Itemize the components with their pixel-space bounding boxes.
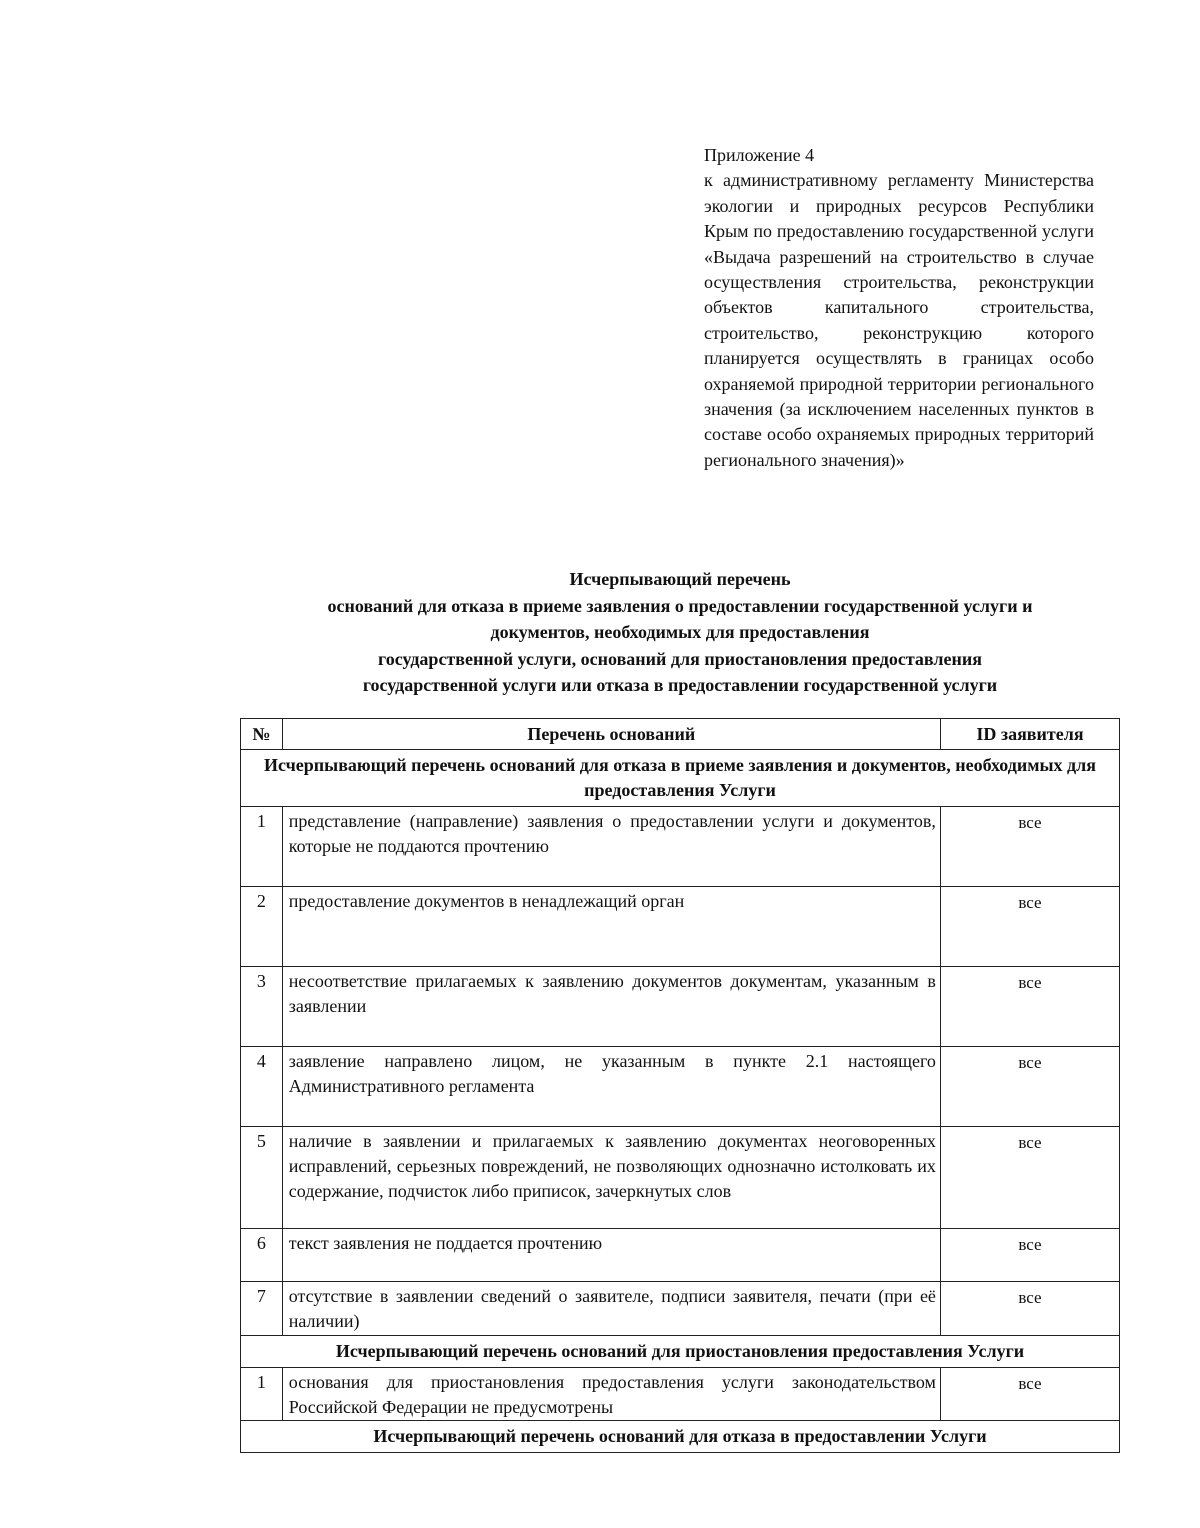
heading-line-2: оснований для отказа в приеме заявления о предоставлении государственной услуги и	[327, 595, 1033, 616]
header-applicant-id: ID заявителя	[940, 719, 1119, 750]
row-text: несоответствие прилагаемых к заявлению документов документам, указанным в заявлении	[282, 967, 940, 1047]
table-row	[241, 1127, 1120, 1229]
section-row	[241, 1421, 1120, 1453]
row-applicant-id: все	[940, 887, 1119, 967]
table-row	[241, 807, 1120, 887]
row-number: 5	[241, 1127, 283, 1229]
row-number: 3	[241, 967, 283, 1047]
appendix-block	[704, 143, 1094, 473]
row-text: текст заявления не поддается прочтению	[282, 1229, 940, 1282]
heading-line-1: Исчерпывающий перечень	[569, 569, 791, 589]
heading-line-4: государственной услуги, оснований для приостановления предоставления	[377, 648, 982, 669]
section-title-reception-refusal: Исчерпывающий перечень оснований для отказа в приеме заявления и документов, необходимых для предоставления Услуги	[241, 750, 1120, 807]
row-applicant-id: все	[940, 1047, 1119, 1127]
row-text: основания для приостановления предоставления услуги законодательством Российской Федерации не предусмотрены	[282, 1368, 940, 1421]
grounds-table	[240, 718, 1120, 1453]
row-applicant-id: все	[940, 967, 1119, 1047]
row-number: 2	[241, 887, 283, 967]
row-number: 1	[241, 1368, 283, 1421]
row-text: представление (направление) заявления о предоставлении услуги и документов, которые не поддаются прочтению	[282, 807, 940, 887]
section-row	[241, 1336, 1120, 1368]
row-applicant-id: все	[940, 1229, 1119, 1282]
table-row	[241, 1282, 1120, 1336]
row-applicant-id: все	[940, 1368, 1119, 1421]
section-title-suspension: Исчерпывающий перечень оснований для приостановления предоставления Услуги	[241, 1336, 1120, 1368]
row-text: предоставление документов в ненадлежащий орган	[282, 887, 940, 967]
row-number: 1	[241, 807, 283, 887]
heading-line-5: государственной услуги или отказа в предоставлении государственной услуги	[362, 675, 998, 695]
section-row	[241, 750, 1120, 807]
heading-line-3: документов, необходимых для предоставления	[490, 622, 870, 642]
row-text: отсутствие в заявлении сведений о заявителе, подписи заявителя, печати (при её наличии)	[282, 1282, 940, 1336]
row-number: 6	[241, 1229, 283, 1282]
table-row	[241, 1047, 1120, 1127]
table-row	[241, 967, 1120, 1047]
table-row	[241, 1368, 1120, 1421]
row-number: 7	[241, 1282, 283, 1336]
appendix-text: к административному регламенту Министерства экологии и природных ресурсов Республики Крым по предоставлению государственной услуги «Выдача разрешений на строительство в случае осуществления строительства, реконструкции объектов капитального строительства, строительство, реконструкцию которого планируется осуществлять в границах особо охраняемой природной территории регионального значения (за исключением населенных пунктов в составе особо охраняемых природных территорий регионального значения)»	[704, 170, 1094, 470]
table-header-row	[241, 719, 1120, 750]
row-text: наличие в заявлении и прилагаемых к заявлению документах неоговоренных исправлений, серьезных повреждений, не позволяющих однозначно истолковать их содержание, подчисток либо приписок, зачеркнутых слов	[282, 1127, 940, 1229]
section-title-service-refusal: Исчерпывающий перечень оснований для отказа в предоставлении Услуги	[241, 1421, 1120, 1453]
row-number: 4	[241, 1047, 283, 1127]
table-row	[241, 887, 1120, 967]
header-num: №	[241, 719, 283, 750]
row-applicant-id: все	[940, 807, 1119, 887]
appendix-title: Приложение 4	[704, 145, 815, 165]
row-applicant-id: все	[940, 1127, 1119, 1229]
table-row	[241, 1229, 1120, 1282]
header-grounds: Перечень оснований	[282, 719, 940, 750]
document-heading	[240, 566, 1120, 699]
row-applicant-id: все	[940, 1282, 1119, 1336]
row-text: заявление направлено лицом, не указанным в пункте 2.1 настоящего Административного регламента	[282, 1047, 940, 1127]
